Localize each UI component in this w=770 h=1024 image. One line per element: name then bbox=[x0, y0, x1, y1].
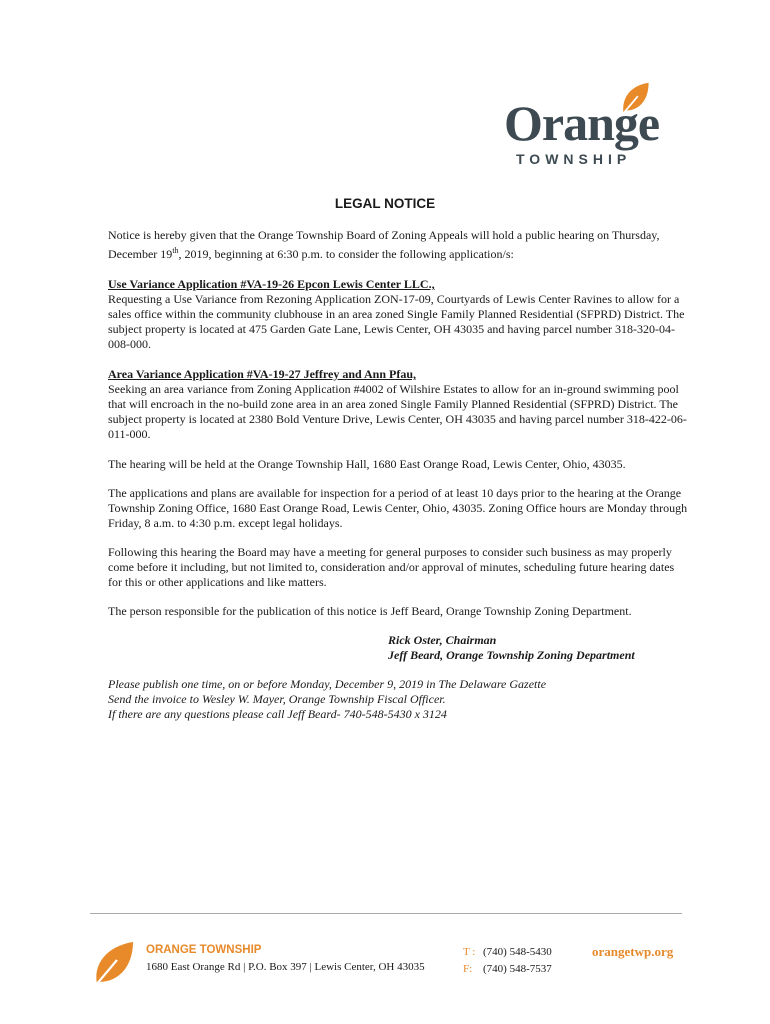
footer-org-name: ORANGE TOWNSHIP bbox=[146, 944, 262, 956]
notice-title: LEGAL NOTICE bbox=[334, 196, 436, 211]
application-2-body: Seeking an area variance from Zoning Application #4002 of Wilshire Estates to allow for an in-ground swimming pool that will encroach in the no-build zone area in an area zoned Single Family Planned Residential (SFPRD) District. The subject property is located at 2380 Bold Venture Drive, Lewis Center, OH 43035 and having parcel number 318-422-06-011-000. bbox=[108, 382, 687, 441]
hearing-location: The hearing will be held at the Orange Township Hall, 1680 East Orange Road, Lewis Center, Ohio, 43035. bbox=[108, 457, 626, 471]
footer-website-link[interactable]: orangetwp.org bbox=[592, 944, 674, 959]
township-logo bbox=[500, 80, 690, 175]
footer-address: 1680 East Orange Rd | P.O. Box 397 | Lewis Center, OH 43035 bbox=[146, 961, 425, 973]
fax-number: (740) 548-7537 bbox=[483, 963, 552, 975]
logo-subtitle: TOWNSHIP bbox=[516, 151, 632, 167]
intro-text-b: , 2019, beginning at 6:30 p.m. to consider the following application/s: bbox=[178, 247, 514, 261]
application-1-body: Requesting a Use Variance from Rezoning Application ZON-17-09, Courtyards of Lewis Center Ravines to allow for a sales office within the community clubhouse in an area zoned Single Family Planned Residential (SFPRD) District. The subject property is located at 475 Garden Gate Lane, Lewis Center, OH 43035 and having parcel number 318-320-04-008-000. bbox=[108, 292, 685, 351]
intro-superscript: th bbox=[172, 246, 179, 255]
responsible-party: The person responsible for the publication of this notice is Jeff Beard, Orange Township Zoning Department. bbox=[108, 604, 632, 618]
meeting-paragraph: Following this hearing the Board may have a meeting for general purposes to consider such business as may properly come before it including, but not limited to, consideration and/or approval of minutes, scheduling future hearing dates for this or other applications and like matters. bbox=[108, 545, 675, 589]
intro-text-a: Notice is hereby given that the Orange Township Board of Zoning Appeals will hold a public hearing on Thursday, December 19 bbox=[108, 228, 660, 261]
phone-number: (740) 548-5430 bbox=[483, 946, 552, 958]
footer-divider bbox=[90, 913, 682, 914]
phone-label: T : bbox=[463, 946, 476, 958]
intro-paragraph bbox=[108, 228, 688, 262]
questions-instruction: If there are any questions please call Jeff Beard- 740-548-5430 x 3124 bbox=[108, 707, 447, 721]
invoice-instruction: Send the invoice to Wesley W. Mayer, Orange Township Fiscal Officer. bbox=[108, 692, 446, 706]
footer-fax-row bbox=[463, 961, 552, 978]
signature-line-2: Jeff Beard, Orange Township Zoning Department bbox=[388, 648, 635, 662]
footer-contact bbox=[463, 944, 552, 978]
application-1 bbox=[108, 277, 688, 352]
notice-body bbox=[108, 228, 688, 722]
logo-wordmark: Orange bbox=[504, 95, 660, 151]
publish-instruction: Please publish one time, on or before Monday, December 9, 2019 in The Delaware Gazette bbox=[108, 677, 547, 691]
fax-label: F: bbox=[463, 963, 473, 975]
inspection-paragraph: The applications and plans are available for inspection for a period of at least 10 days prior to the hearing at the Orange Township Zoning Office, 1680 East Orange Road, Lewis Center, Ohio, 43035. Zoning Office hours are Monday through Friday, 8 a.m. to 4:30 p.m. except legal holidays. bbox=[108, 486, 688, 530]
footer-leaf-icon bbox=[93, 940, 135, 986]
application-2-heading: Area Variance Application #VA-19-27 Jeffrey and Ann Pfau, bbox=[108, 367, 417, 381]
application-1-heading: Use Variance Application #VA-19-26 Epcon Lewis Center LLC., bbox=[108, 277, 435, 291]
application-2 bbox=[108, 367, 688, 442]
footer-phone-row bbox=[463, 944, 552, 961]
signature-line-1: Rick Oster, Chairman bbox=[388, 633, 497, 647]
